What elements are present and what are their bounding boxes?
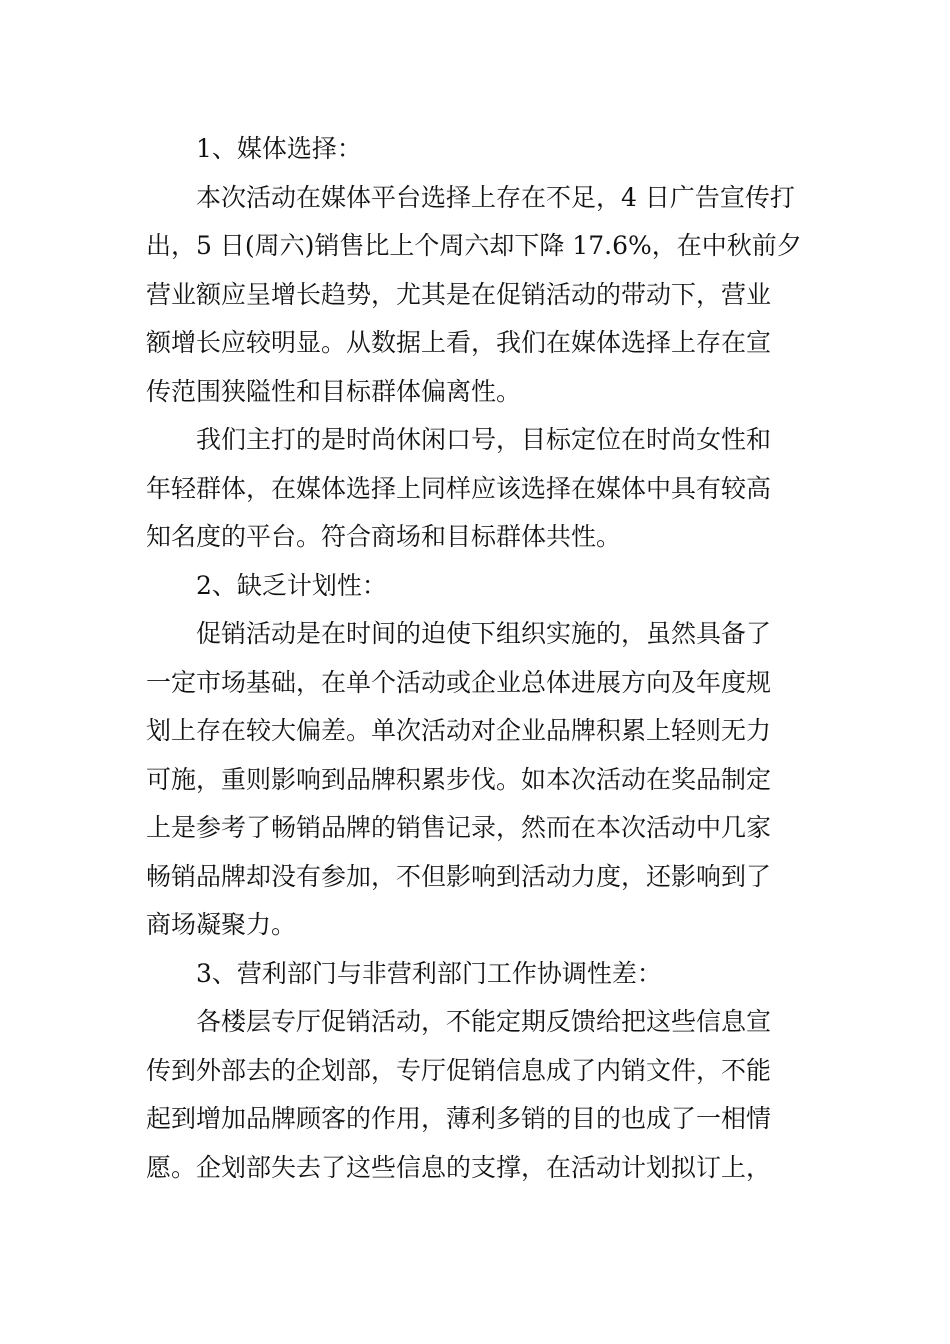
heading-media-selection: 1、媒体选择： [196,134,362,163]
paragraph-line: 出，5 日(周六)销售比上个周六却下降 17.6%，在中秋前夕 [146,231,802,260]
document-page [146,125,806,1192]
heading-lack-of-planning: 2、缺乏计划性： [196,570,387,600]
paragraph-line: 各楼层专厅促销活动，不能定期反馈给把这些信息宣 [196,1007,772,1036]
paragraph-line: 可施，重则影响到品牌积累步伐。如本次活动在奖品制定 [146,764,772,794]
heading-department-coordination: 3、营利部门与非营利部门工作协调性差： [196,958,662,988]
paragraph-line: 划上存在较大偏差。单次活动对企业品牌积累上轻则无力 [146,716,772,745]
paragraph-line: 额增长应较明显。从数据上看，我们在媒体选择上存在宣 [146,328,772,357]
paragraph-line: 传范围狭隘性和目标群体偏离性。 [146,376,522,406]
paragraph-line: 营业额应呈增长趋势，尤其是在促销活动的带动下，营业 [146,279,772,309]
paragraph-line: 知名度的平台。符合商场和目标群体共性。 [146,522,622,551]
paragraph-line: 本次活动在媒体平台选择上存在不足，4 日广告宣传打 [196,182,795,212]
paragraph-line: 年轻群体，在媒体选择上同样应该选择在媒体中具有较高 [146,473,772,503]
paragraph-line: 起到增加品牌顾客的作用，薄利多销的目的也成了一相情 [146,1104,772,1133]
paragraph-line: 一定市场基础，在单个活动或企业总体进展方向及年度规 [146,667,772,697]
paragraph-line: 上是参考了畅销品牌的销售记录，然而在本次活动中几家 [146,813,772,842]
paragraph-line: 愿。企划部失去了这些信息的支撑，在活动计划拟订上， [146,1152,772,1182]
paragraph-line: 畅销品牌却没有参加，不但影响到活动力度，还影响到了 [146,861,772,891]
paragraph-line: 促销活动是在时间的迫使下组织实施的，虽然具备了 [196,619,772,648]
paragraph-line: 我们主打的是时尚休闲口号，目标定位在时尚女性和 [196,425,772,454]
paragraph-line: 商场凝聚力。 [146,910,297,939]
paragraph-line: 传到外部去的企划部，专厅促销信息成了内销文件，不能 [146,1055,772,1085]
